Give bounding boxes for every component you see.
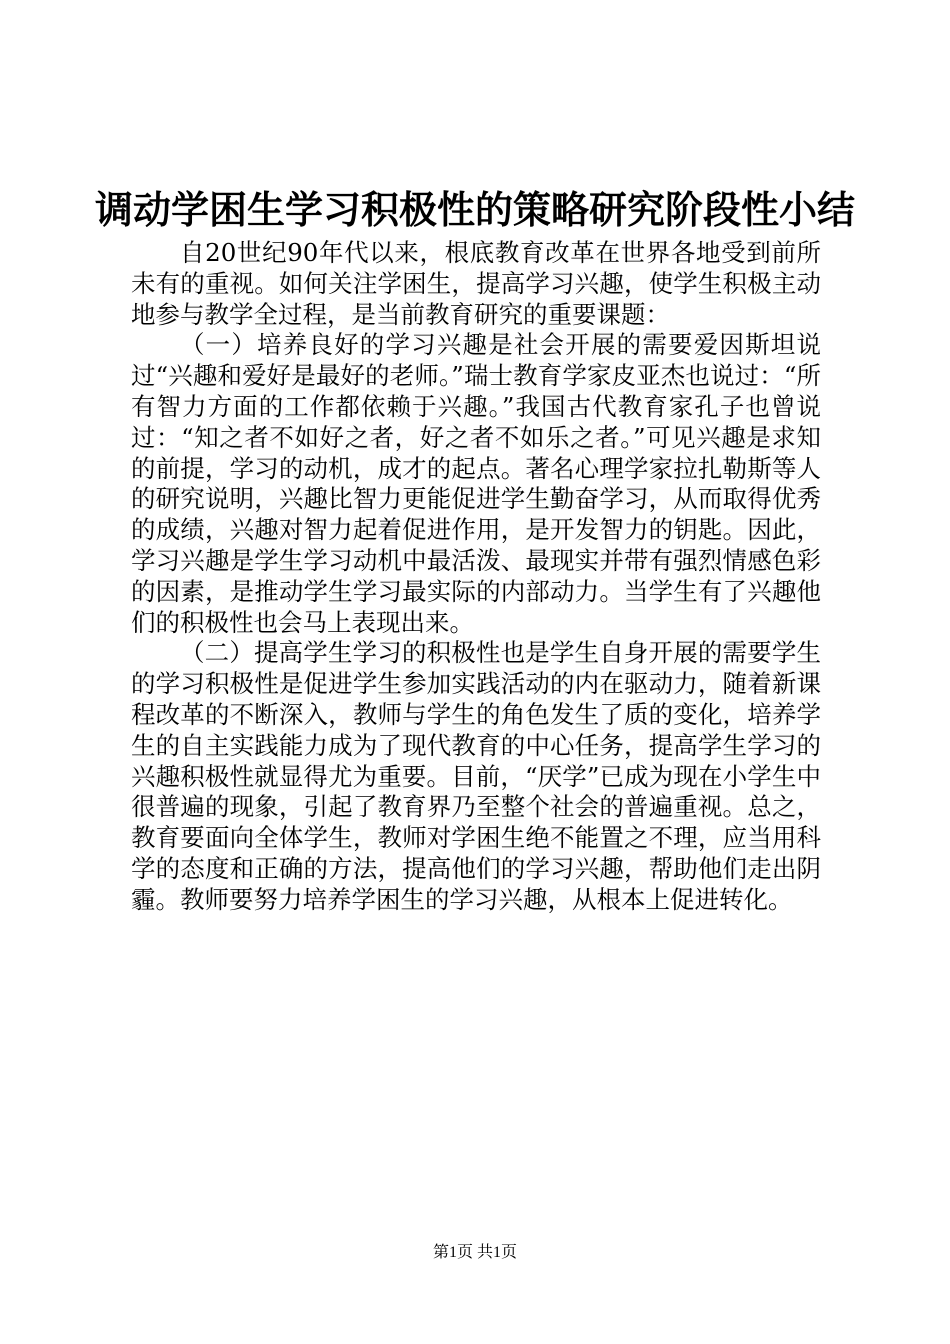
document-title: 调动学困生学习积极性的策略研究阶段性小结 [94, 187, 855, 232]
paragraph-section-one: （一）培养良好的学习兴趣是社会开展的需要爱因斯坦说过“兴趣和爱好是最好的老师。”瑞士教育学家皮亚杰也说过：“所有智力方面的工作都依赖于兴趣。”我国古代教育家孔子也曾说过：“知之者不如好之者，好之者不如乐之者。”可见兴趣是求知的前提，学习的动机，成才的起点。著名心理学家拉扎勒斯等人的研究说明，兴趣比智力更能促进学生勤奋学习，从而取得优秀的成绩，兴趣对智力起着促进作用，是开发智力的钥匙。因此，学习兴趣是学生学习动机中最活泼、最现实并带有强烈情感色彩的因素，是推动学生学习最实际的内部动力。当学生有了兴趣他们的积极性也会马上表现出来。 [131, 330, 821, 637]
document-body [131, 238, 821, 916]
page-number-footer: 第1页 共1页 [432, 1244, 517, 1261]
paragraph-intro: 自20世纪90年代以来，根底教育改革在世界各地受到前所未有的重视。如何关注学困生，提高学习兴趣，使学生积极主动地参与教学全过程，是当前教育研究的重要课题： [131, 238, 821, 329]
paragraph-section-two: （二）提高学生学习的积极性也是学生自身开展的需要学生的学习积极性是促进学生参加实践活动的内在驱动力，随着新课程改革的不断深入，教师与学生的角色发生了质的变化，培养学生的自主实践能力成为了现代教育的中心任务，提高学生学习的兴趣积极性就显得尤为重要。目前，“厌学”已成为现在小学生中很普遍的现象，引起了教育界乃至整个社会的普遍重视。总之，教育要面向全体学生，教师对学困生绝不能置之不理，应当用科学的态度和正确的方法，提高他们的学习兴趣，帮助他们走出阴霾。教师要努力培养学困生的学习兴趣，从根本上促进转化。 [131, 638, 821, 914]
